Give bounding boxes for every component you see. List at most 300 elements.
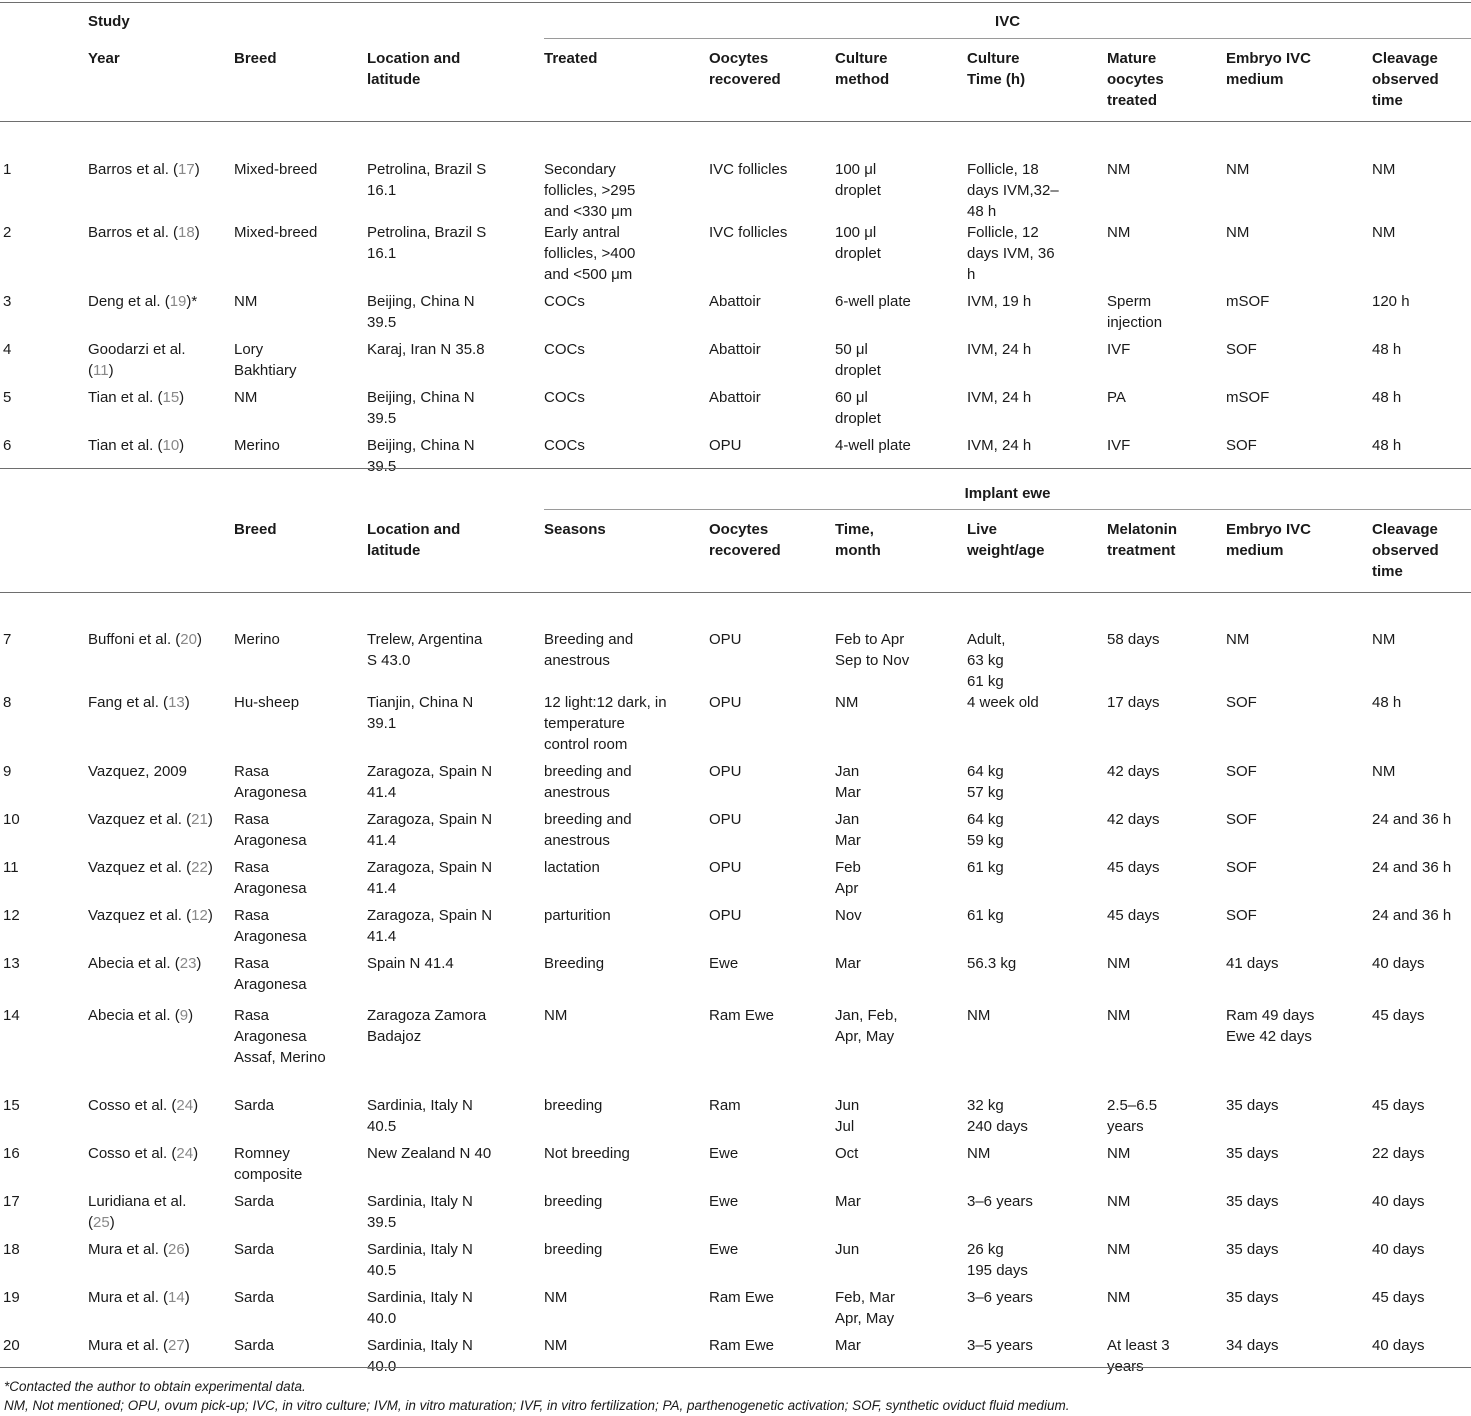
study-author: Vazquez et al. [88, 907, 182, 924]
weight-line: 240 days [967, 1118, 1028, 1135]
study-author: Mura et al. [88, 1337, 159, 1354]
medium-cell: SOF [1226, 763, 1257, 780]
treated-cell: COCs [544, 437, 585, 454]
breed-cell: NM [234, 293, 258, 310]
location-cell: Karaj, Iran N 35.8 [367, 341, 485, 358]
weight-cell [967, 857, 1107, 905]
location-cell: Zaragoza, Spain N 41.4 [367, 859, 493, 897]
row-number: 5 [3, 389, 12, 406]
breed-cell: Mixed-breed [234, 224, 318, 241]
oocytes-cell: Ewe [709, 1241, 739, 1258]
weight-cell [967, 1335, 1107, 1377]
table-row [0, 857, 1471, 905]
breed-cell: Merino [234, 631, 280, 648]
month-line: Mar [835, 1193, 861, 1210]
treated-cell: COCs [544, 341, 585, 358]
table-row [0, 435, 1471, 477]
oocytes-cell: OPU [709, 631, 742, 648]
study-author: Luridiana et al. [88, 1193, 187, 1210]
oocytes-cell: Ewe [709, 1193, 739, 1210]
season-cell: Breeding [544, 955, 605, 972]
month-line: Mar [835, 955, 861, 972]
study-ref: 27 [168, 1337, 185, 1354]
medium-cell: SOF [1226, 437, 1257, 454]
treated-cell: COCs [544, 293, 585, 310]
month-line: Mar [835, 1337, 861, 1354]
table-row [0, 1005, 1471, 1095]
table-top-rule [0, 2, 1471, 3]
study-ref: 24 [176, 1145, 194, 1162]
study-author: Abecia et al. [88, 955, 171, 972]
breed-cell: NM [234, 389, 258, 406]
col-location: Location and latitude [367, 50, 461, 88]
study-cell: Mura et al. (14) [88, 1289, 190, 1306]
breed-cell: Rasa Aragonesa Assaf, Merino [234, 1007, 326, 1066]
study-cell: Tian et al. (10) [88, 437, 185, 454]
study-cell: Buffoni et al. (20) [88, 631, 202, 648]
month-cell [835, 857, 967, 905]
col-live-weight: Live weight/age [967, 521, 1045, 559]
medium-cell: SOF [1226, 907, 1257, 924]
col-embryo-medium: Embryo IVC medium [1226, 50, 1312, 88]
table-bottom-rule [0, 1367, 1471, 1368]
season-cell: NM [544, 1289, 568, 1306]
month-line: Jan [835, 811, 860, 828]
month-cell [835, 1335, 967, 1377]
implant-column-header-row [0, 509, 1471, 615]
mature-cell: IVF [1107, 437, 1131, 454]
oocytes-cell: Abattoir [709, 341, 761, 358]
month-cell [835, 761, 967, 809]
month-cell [835, 953, 967, 1005]
treated-cell: COCs [544, 389, 585, 406]
weight-line: 64 kg [967, 763, 1004, 780]
row-number: 1 [3, 161, 12, 178]
study-ref: 24 [176, 1097, 194, 1114]
row-number: 10 [3, 811, 20, 828]
month-cell [835, 1239, 967, 1287]
col-oocytes-recovered-2: Oocytes recovered [709, 521, 781, 559]
row-number: 8 [3, 694, 12, 711]
month-line: Feb to Apr [835, 631, 905, 648]
study-ref: 13 [168, 694, 185, 711]
study-cell: Abecia et al. (9) [88, 1007, 194, 1024]
table-row [0, 291, 1471, 339]
location-cell: Zaragoza, Spain N 41.4 [367, 763, 493, 801]
table-row [0, 339, 1471, 387]
study-ref: 21 [191, 811, 208, 828]
weight-line: 3–6 years [967, 1289, 1033, 1306]
culture-time-cell: Follicle, 12 days IVM, 36 h [967, 224, 1055, 283]
cleavage-cell: 24 and 36 h [1372, 859, 1452, 876]
study-cell: Vazquez et al. (22) [88, 859, 213, 876]
table-row [0, 761, 1471, 809]
breed-cell: Hu-sheep [234, 694, 300, 711]
season-cell: 12 light:12 dark, in temperature control room [544, 694, 667, 753]
study-cell: Luridiana et al. (25) [88, 1193, 187, 1231]
oocytes-cell: Ram Ewe [709, 1007, 775, 1024]
implant-group-header-row [0, 483, 1471, 509]
oocytes-cell: IVC follicles [709, 161, 788, 178]
month-cell [835, 615, 967, 692]
location-cell: Beijing, China N 39.5 [367, 389, 475, 427]
breed-cell: Mixed-breed [234, 161, 318, 178]
study-author: Buffoni et al. [88, 631, 172, 648]
month-line: Mar [835, 784, 861, 801]
row-number: 11 [3, 859, 19, 876]
study-author: Mura et al. [88, 1241, 159, 1258]
medium-cell: Ram 49 days Ewe 42 days [1226, 1007, 1315, 1045]
location-cell: Sardinia, Italy N 39.5 [367, 1193, 473, 1231]
breed-cell: Merino [234, 437, 280, 454]
study-ref: 15 [162, 389, 180, 406]
study-ref: 25 [93, 1214, 110, 1231]
weight-cell [967, 1287, 1107, 1335]
mature-cell: PA [1107, 389, 1126, 406]
medium-cell: 35 days [1226, 1241, 1279, 1258]
row-number: 2 [3, 224, 12, 241]
breed-cell: Sarda [234, 1337, 275, 1354]
oocytes-cell: OPU [709, 763, 742, 780]
study-author: Cosso et al. [88, 1145, 168, 1162]
month-cell [835, 1191, 967, 1239]
cleavage-cell: 24 and 36 h [1372, 811, 1452, 828]
study-cell: Cosso et al. (24) [88, 1097, 199, 1114]
study-cell [88, 761, 234, 809]
cleavage-cell: 22 days [1372, 1145, 1425, 1162]
table-row [0, 692, 1471, 761]
study-ref: 14 [168, 1289, 185, 1306]
month-line: Jan, Feb, [835, 1007, 898, 1024]
month-line: Nov [835, 907, 862, 924]
season-cell: breeding [544, 1241, 603, 1258]
medium-cell: 35 days [1226, 1289, 1279, 1306]
melatonin-cell: 58 days [1107, 631, 1160, 648]
study-author: Barros et al. [88, 224, 169, 241]
study-author: Vazquez et al. [88, 859, 182, 876]
footnote-abbreviations: NM, Not mentioned; OPU, ovum pick-up; IVC, in vitro culture; IVM, in vitro maturation; IVF, in vitro fertilization; PA, parthenogenetic activation; SOF, synthetic oviduct fluid medium. [4, 1398, 1070, 1413]
row-number: 15 [3, 1097, 20, 1114]
medium-cell: SOF [1226, 811, 1257, 828]
weight-line: NM [967, 1145, 991, 1162]
oocytes-cell: Abattoir [709, 293, 761, 310]
col-treated: Treated [544, 50, 598, 67]
breed-cell: Romney composite [234, 1145, 303, 1183]
method-cell: 100 μl droplet [835, 161, 881, 199]
cleavage-cell: 40 days [1372, 955, 1425, 972]
row-number: 20 [3, 1337, 20, 1354]
melatonin-cell: 17 days [1107, 694, 1160, 711]
study-ref: 23 [179, 955, 197, 972]
medium-cell: NM [1226, 631, 1250, 648]
col-seasons: Seasons [544, 521, 606, 538]
medium-cell: 41 days [1226, 955, 1279, 972]
implant-ewe-table [0, 483, 1471, 1377]
table-row [0, 1191, 1471, 1239]
study-author: Vazquez et al. [88, 811, 182, 828]
season-cell: breeding and anestrous [544, 763, 632, 801]
location-cell: Sardinia, Italy N 40.0 [367, 1337, 473, 1375]
study-cell: Fang et al. (13) [88, 694, 190, 711]
mature-cell: IVF [1107, 341, 1131, 358]
melatonin-cell: NM [1107, 1241, 1131, 1258]
treated-cell: Early antral follicles, >400 and <500 μm [544, 224, 636, 283]
weight-cell [967, 692, 1107, 761]
location-cell: Beijing, China N 39.5 [367, 437, 475, 475]
study-ref: 22 [191, 859, 208, 876]
melatonin-cell: NM [1107, 955, 1131, 972]
study-ref: 19 [169, 293, 187, 310]
medium-cell: mSOF [1226, 389, 1270, 406]
oocytes-cell: OPU [709, 694, 742, 711]
weight-cell [967, 761, 1107, 809]
oocytes-cell: Ram Ewe [709, 1289, 775, 1306]
study-cell: Vazquez et al. (21) [88, 811, 213, 828]
weight-line: 56.3 kg [967, 955, 1017, 972]
study-author: Cosso et al. [88, 1097, 168, 1114]
oocytes-cell: IVC follicles [709, 224, 788, 241]
col-culture-method: Culture method [835, 50, 890, 88]
cleavage-cell: NM [1372, 224, 1396, 241]
study-ref: 20 [180, 631, 197, 648]
weight-line: 3–5 years [967, 1337, 1033, 1354]
col-cleavage-time-2: Cleavage observed time [1372, 521, 1439, 580]
breed-cell: Rasa Aragonesa [234, 811, 307, 849]
row-number: 19 [3, 1289, 20, 1306]
season-cell: Breeding and anestrous [544, 631, 634, 669]
weight-line: 61 kg [967, 673, 1004, 690]
table-row [0, 905, 1471, 953]
weight-line: NM [967, 1007, 991, 1024]
mature-cell: Sperm injection [1107, 293, 1163, 331]
month-line: NM [835, 694, 859, 711]
ivc-header-rule [0, 121, 1471, 122]
melatonin-cell: NM [1107, 1193, 1131, 1210]
season-cell: NM [544, 1337, 568, 1354]
medium-cell: NM [1226, 161, 1250, 178]
row-number: 9 [3, 763, 12, 780]
melatonin-cell: 42 days [1107, 811, 1160, 828]
weight-cell [967, 615, 1107, 692]
study-cell: Mura et al. (26) [88, 1241, 190, 1258]
breed-cell: Sarda [234, 1097, 275, 1114]
weight-line: 32 kg [967, 1097, 1004, 1114]
weight-cell [967, 1239, 1107, 1287]
cleavage-cell: 40 days [1372, 1193, 1425, 1210]
treated-cell: Secondary follicles, >295 and <330 μm [544, 161, 636, 220]
study-author: Abecia et al. [88, 1007, 171, 1024]
month-cell [835, 1143, 967, 1191]
col-cleavage-time: Cleavage observed time [1372, 50, 1439, 109]
method-cell: 100 μl droplet [835, 224, 881, 262]
medium-cell: 35 days [1226, 1193, 1279, 1210]
cleavage-cell: NM [1372, 763, 1396, 780]
ivc-group-label: IVC [995, 13, 1021, 30]
mature-cell: NM [1107, 224, 1131, 241]
cleavage-cell: 48 h [1372, 694, 1402, 711]
ivc-table [0, 11, 1471, 477]
row-number: 18 [3, 1241, 20, 1258]
breed-cell: Rasa Aragonesa [234, 859, 307, 897]
study-author: Tian et al. [88, 389, 154, 406]
study-ref: 12 [191, 907, 208, 924]
col-melatonin: Melatonin treatment [1107, 521, 1177, 559]
weight-line: Adult, [967, 631, 1006, 648]
method-cell: 6-well plate [835, 293, 911, 310]
study-ref: 17 [178, 161, 195, 178]
month-cell [835, 1287, 967, 1335]
breed-cell: Rasa Aragonesa [234, 907, 307, 945]
medium-cell: 34 days [1226, 1337, 1279, 1354]
melatonin-cell: 42 days [1107, 763, 1160, 780]
weight-line: 3–6 years [967, 1193, 1033, 1210]
melatonin-cell: 2.5–6.5 years [1107, 1097, 1158, 1135]
medium-cell: 35 days [1226, 1145, 1279, 1162]
weight-cell [967, 1005, 1107, 1095]
row-number: 7 [3, 631, 12, 648]
study-cell: Vazquez et al. (12) [88, 907, 213, 924]
breed-cell: Rasa Aragonesa [234, 763, 307, 801]
implant-group-label: Implant ewe [964, 485, 1051, 502]
breed-cell: Sarda [234, 1241, 275, 1258]
medium-cell: mSOF [1226, 293, 1270, 310]
melatonin-cell: At least 3 years [1107, 1337, 1170, 1375]
season-cell: breeding [544, 1193, 603, 1210]
location-cell: Zaragoza Zamora Badajoz [367, 1007, 487, 1045]
location-cell: Petrolina, Brazil S 16.1 [367, 224, 487, 262]
month-line: Jun [835, 1241, 860, 1258]
row-number: 4 [3, 341, 12, 358]
row-number: 6 [3, 437, 12, 454]
table-row [0, 1287, 1471, 1335]
weight-line: 59 kg [967, 832, 1004, 849]
col-breed-2: Breed [234, 521, 277, 538]
melatonin-cell: 45 days [1107, 907, 1160, 924]
study-ref: 11 [93, 362, 109, 379]
oocytes-cell: Ram Ewe [709, 1337, 775, 1354]
medium-cell: SOF [1226, 859, 1257, 876]
season-cell: lactation [544, 859, 600, 876]
footnote-asterisk: *Contacted the author to obtain experimental data. [4, 1379, 306, 1394]
month-line: Jul [835, 1118, 855, 1135]
study-ref: 9 [179, 1007, 189, 1024]
month-cell [835, 1095, 967, 1143]
col-oocytes-recovered: Oocytes recovered [709, 50, 781, 88]
study-cell: Barros et al. (17) [88, 161, 200, 178]
month-line: Feb [835, 859, 861, 876]
culture-time-cell: IVM, 19 h [967, 293, 1032, 310]
location-cell: Sardinia, Italy N 40.0 [367, 1289, 473, 1327]
col-location-2: Location and latitude [367, 521, 461, 559]
location-cell: Tianjin, China N 39.1 [367, 694, 474, 732]
cleavage-cell: NM [1372, 631, 1396, 648]
row-number: 16 [3, 1145, 20, 1162]
cleavage-cell: 48 h [1372, 389, 1402, 406]
location-cell: Trelew, Argentina S 43.0 [367, 631, 483, 669]
breed-cell: Sarda [234, 1289, 275, 1306]
cleavage-cell: 45 days [1372, 1007, 1425, 1024]
weight-line: 26 kg [967, 1241, 1004, 1258]
month-cell [835, 905, 967, 953]
season-cell: NM [544, 1007, 568, 1024]
table-row [0, 615, 1471, 692]
study-cell: Mura et al. (27) [88, 1337, 190, 1354]
weight-cell [967, 905, 1107, 953]
oocytes-cell: OPU [709, 859, 742, 876]
study-author: Goodarzi et al. [88, 341, 186, 358]
study-author: Mura et al. [88, 1289, 159, 1306]
col-year: Year [88, 50, 120, 67]
culture-time-cell: IVM, 24 h [967, 341, 1032, 358]
table-row [0, 1239, 1471, 1287]
study-author: Fang et al. [88, 694, 159, 711]
month-line: Feb, Mar [835, 1289, 896, 1306]
location-cell: Zaragoza, Spain N 41.4 [367, 907, 493, 945]
oocytes-cell: Ewe [709, 1145, 739, 1162]
medium-cell: SOF [1226, 694, 1257, 711]
study-cell: Deng et al. (19)* [88, 293, 198, 310]
table-row [0, 1095, 1471, 1143]
season-cell: parturition [544, 907, 611, 924]
month-line: Oct [835, 1145, 859, 1162]
row-number: 3 [3, 293, 12, 310]
study-author: Tian et al. [88, 437, 154, 454]
month-line: Mar [835, 832, 861, 849]
implant-group-rule [544, 509, 1471, 510]
melatonin-cell: 45 days [1107, 859, 1160, 876]
month-line: Apr [835, 880, 859, 897]
weight-cell [967, 809, 1107, 857]
weight-line: 64 kg [967, 811, 1004, 828]
oocytes-cell: OPU [709, 907, 742, 924]
weight-line: 63 kg [967, 652, 1004, 669]
medium-cell: 35 days [1226, 1097, 1279, 1114]
row-number: 13 [3, 955, 20, 972]
table-row [0, 1335, 1471, 1377]
culture-time-cell: IVM, 24 h [967, 437, 1032, 454]
cleavage-cell: 24 and 36 h [1372, 907, 1452, 924]
cleavage-cell: NM [1372, 161, 1396, 178]
medium-cell: NM [1226, 224, 1250, 241]
study-ref: 10 [162, 437, 180, 454]
location-cell: Petrolina, Brazil S 16.1 [367, 161, 487, 199]
breed-cell: Sarda [234, 1193, 275, 1210]
weight-line: 195 days [967, 1262, 1028, 1279]
location-cell: New Zealand N 40 [367, 1145, 492, 1162]
col-mature-oocytes: Mature oocytes treated [1107, 50, 1164, 109]
table-row [0, 809, 1471, 857]
season-cell: breeding [544, 1097, 603, 1114]
study-author: Deng et al. [88, 293, 161, 310]
study-label: Study [88, 13, 130, 30]
melatonin-cell: NM [1107, 1145, 1131, 1162]
oocytes-cell: Abattoir [709, 389, 761, 406]
melatonin-cell: NM [1107, 1007, 1131, 1024]
weight-line: 57 kg [967, 784, 1004, 801]
weight-line: 4 week old [967, 694, 1039, 711]
table-row [0, 222, 1471, 291]
col-embryo-medium-2: Embryo IVC medium [1226, 521, 1312, 559]
month-line: Apr, May [835, 1028, 895, 1045]
col-culture-time: Culture Time (h) [967, 50, 1026, 88]
month-cell [835, 809, 967, 857]
ivc-group-header-row [0, 11, 1471, 39]
study-cell: Tian et al. (15) [88, 389, 185, 406]
oocytes-cell: Ewe [709, 955, 739, 972]
col-breed: Breed [234, 50, 277, 67]
cleavage-cell: 45 days [1372, 1289, 1425, 1306]
study-author: Vazquez, 2009 [88, 763, 187, 780]
